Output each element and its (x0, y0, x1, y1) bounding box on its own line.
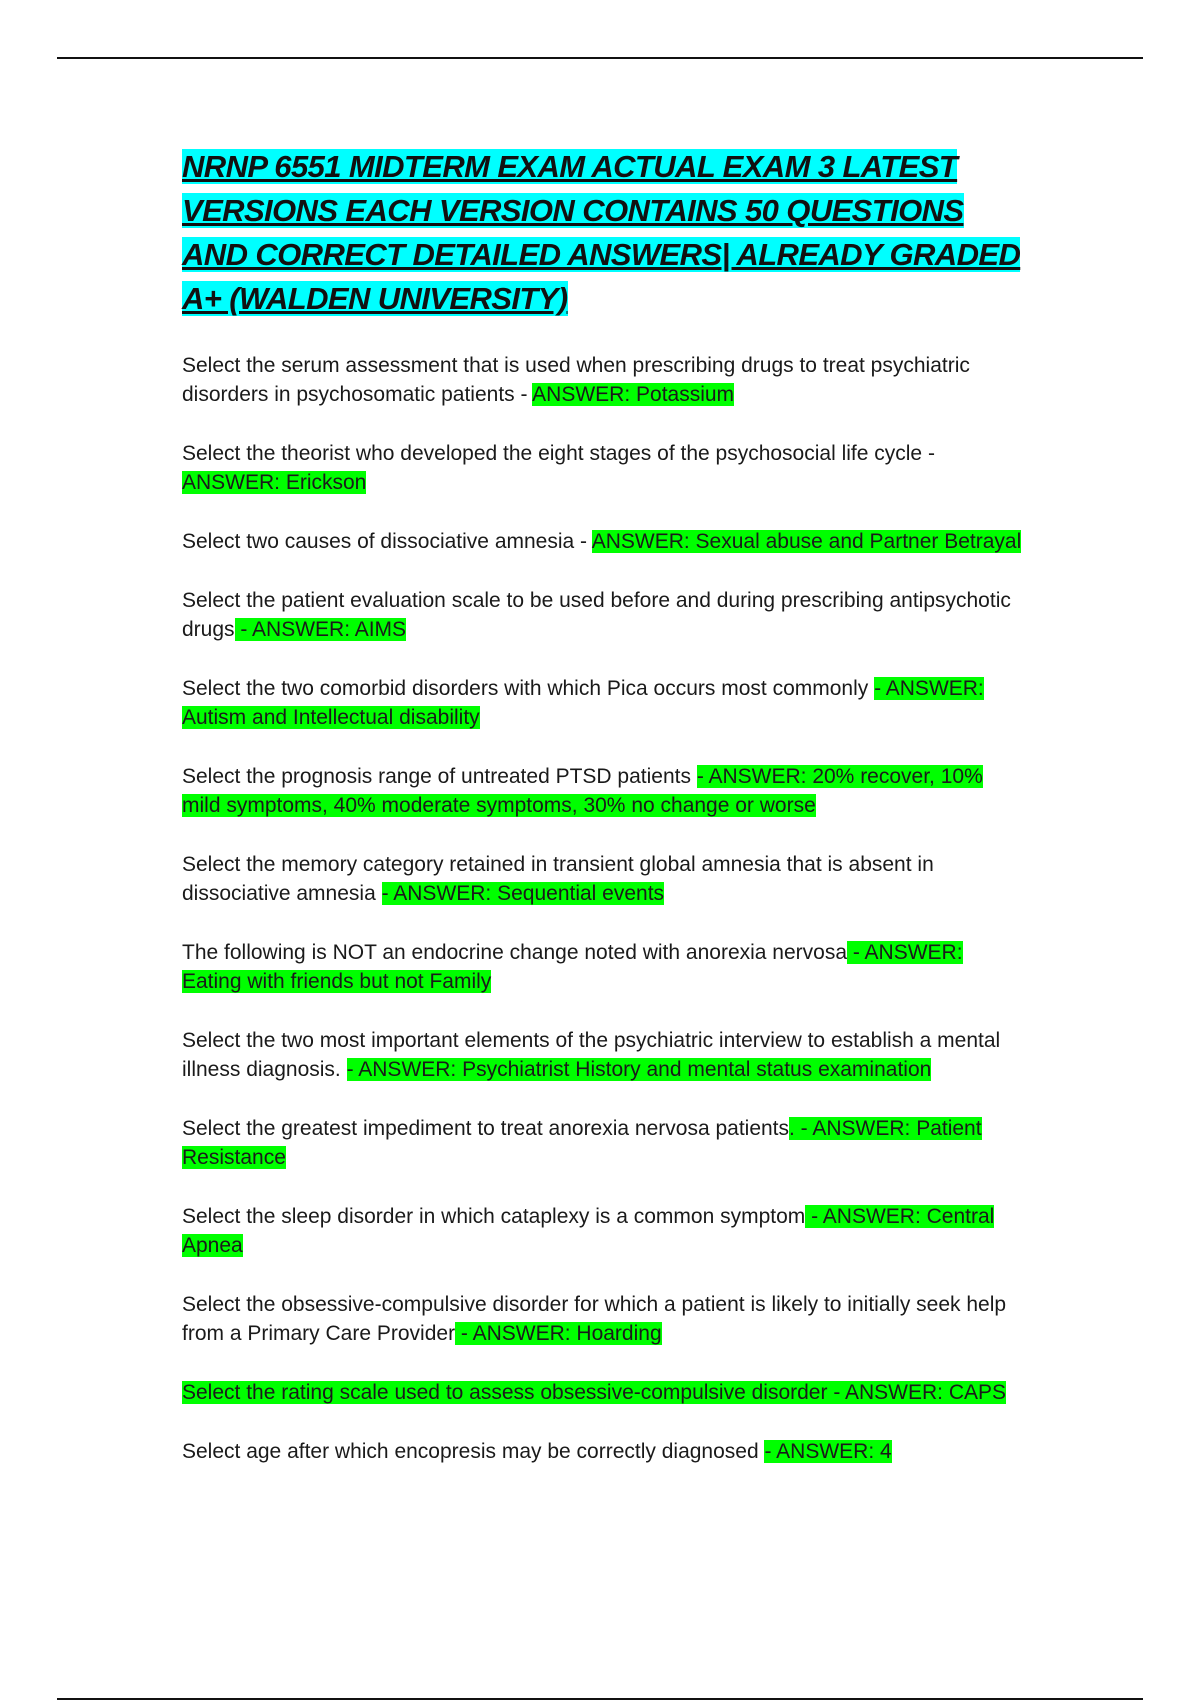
answer-highlight: - ANSWER: 4 (764, 1440, 892, 1463)
question-text: Select the memory category retained in transient global amnesia that is absent in dissociative amnesia (182, 853, 934, 905)
question-item-13 (182, 1378, 1027, 1407)
answer-highlight: ANSWER: Potassium (532, 383, 735, 406)
question-item-2 (182, 439, 1027, 497)
title-highlight: NRNP 6551 MIDTERM EXAM ACTUAL EXAM 3 LATEST VERSIONS EACH VERSION CONTAINS 50 QUESTIONS AND CORRECT DETAILED ANSWERS| ALREADY GRADED A+ (WALDEN UNIVERSITY) (182, 149, 1021, 316)
question-item-4 (182, 586, 1027, 644)
answer-highlight: . - ANSWER: Patient Resistance (182, 1117, 982, 1169)
question-item-14 (182, 1437, 1027, 1466)
question-item-6 (182, 762, 1027, 820)
question-item-9 (182, 1026, 1027, 1084)
document-body (182, 145, 1027, 1496)
answer-highlight: - ANSWER: Hoarding (455, 1322, 662, 1345)
question-text: The following is NOT an endocrine change noted with anorexia nervosa (182, 941, 848, 964)
answer-highlight: - ANSWER: 20% recover, 10% mild symptoms, 40% moderate symptoms, 30% no change or worse (182, 765, 983, 817)
answer-highlight: ANSWER: Sexual abuse and Partner Betrayal (591, 530, 1022, 553)
question-item-3 (182, 527, 1027, 556)
question-text: Select two causes of dissociative amnesia - (182, 530, 592, 553)
answer-highlight: - ANSWER: Psychiatrist History and mental status examination (346, 1058, 932, 1081)
answer-highlight: ANSWER: Erickson (182, 471, 367, 494)
answer-highlight: - ANSWER: Sequential events (381, 882, 665, 905)
question-text: Select the two comorbid disorders with which Pica occurs most commonly (182, 677, 875, 700)
header-rule (57, 57, 1143, 59)
answer-highlight: Select the rating scale used to assess obsessive-compulsive disorder - ANSWER: CAPS (182, 1381, 1007, 1404)
question-item-8 (182, 938, 1027, 996)
question-item-11 (182, 1202, 1027, 1260)
answer-highlight: - ANSWER: Central Apnea (182, 1205, 995, 1257)
question-item-1 (182, 351, 1027, 409)
question-text: Select the greatest impediment to treat anorexia nervosa patients (182, 1117, 790, 1140)
question-text: Select the obsessive-compulsive disorder for which a patient is likely to initially seek help from a Primary Care Provider (182, 1293, 1007, 1345)
question-text: Select the theorist who developed the eight stages of the psychosocial life cycle - (182, 442, 935, 465)
question-text: Select the patient evaluation scale to be used before and during prescribing antipsychotic drugs (182, 589, 1011, 641)
question-item-5 (182, 674, 1027, 732)
answer-highlight: - ANSWER: Eating with friends but not Family (182, 941, 963, 993)
question-item-7 (182, 850, 1027, 908)
question-text: Select the prognosis range of untreated PTSD patients (182, 765, 697, 788)
question-item-12 (182, 1290, 1027, 1348)
question-text: Select the two most important elements of the psychiatric interview to establish a mental illness diagnosis. (182, 1029, 1001, 1081)
question-text: Select the sleep disorder in which cataplexy is a common symptom (182, 1205, 806, 1228)
question-text: Select age after which encopresis may be correctly diagnosed (182, 1440, 765, 1463)
question-text: Select the serum assessment that is used when prescribing drugs to treat psychiatric disorders in psychosomatic patients - (182, 354, 970, 406)
answer-highlight: - ANSWER: Autism and Intellectual disability (182, 677, 984, 729)
answer-highlight: - ANSWER: AIMS (234, 618, 407, 641)
document-title (182, 145, 1027, 321)
question-item-10 (182, 1114, 1027, 1172)
